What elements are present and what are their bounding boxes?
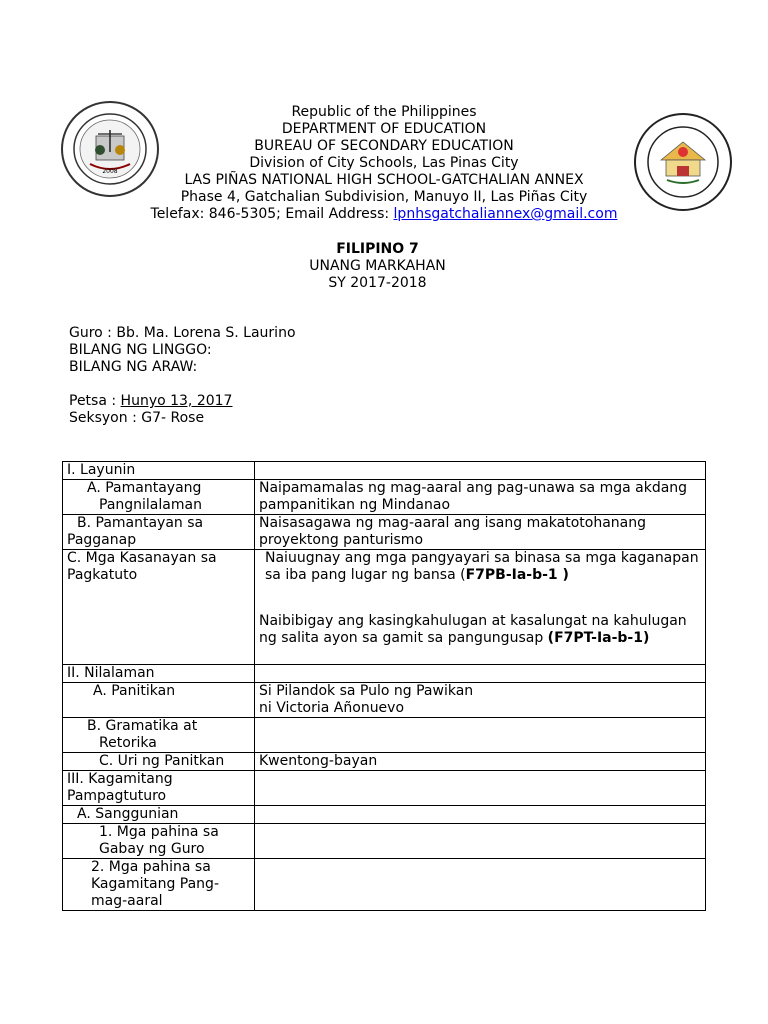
- table-row: [63, 771, 706, 806]
- nilalaman-label: II. Nilalaman: [63, 665, 255, 683]
- email-link[interactable]: lpnhsgatchaliannex@gmail.com: [393, 206, 618, 222]
- panitikan-author: ni Victoria Añonuevo: [259, 700, 405, 716]
- kagamitan-value: [255, 771, 706, 806]
- day-number-line: BILANG NG ARAW:: [69, 359, 198, 375]
- gramatika-label-line1: B. Gramatika at: [87, 718, 198, 734]
- table-row: [63, 683, 706, 718]
- layunin-label: I. Layunin: [63, 462, 255, 480]
- pamantayan-sa-pagganap-value: Naisasagawa ng mag-aaral ang isang makatotohanang proyektong panturismo: [255, 515, 706, 550]
- table-row: [63, 665, 706, 683]
- kasanayan-item-1-code: F7PB-Ia-b-1 ): [465, 567, 569, 583]
- kasanayan-item-2-code: (F7PT-Ia-b-1): [547, 630, 650, 646]
- date-line: [69, 393, 296, 410]
- document-header: [0, 104, 768, 223]
- date-label: Petsa :: [69, 393, 121, 409]
- table-row: [63, 515, 706, 550]
- a-label-line2: Pangnilalaman: [99, 497, 202, 513]
- kagamitan-pang-mag-aaral-label: 2. Mga pahina sa Kagamitang Pang-mag-aaral: [63, 859, 255, 911]
- gramatika-value: [255, 718, 706, 753]
- subject-year: SY 2017-2018: [328, 275, 427, 291]
- table-row: [63, 753, 706, 771]
- kasanayan-item-2-text: Naibibigay ang kasingkahulugan at kasalungat na kahulugan ng salita ayon sa gamit sa pangungusap: [259, 613, 687, 646]
- gramatika-label: [63, 718, 255, 753]
- a-label-line1: A. Pamantayang: [87, 480, 202, 496]
- kagamitan-label: [63, 771, 255, 806]
- sanggunian-value: [255, 806, 706, 824]
- header-telefax: Telefax: 846-5305; Email Address:: [150, 206, 394, 222]
- kagamitan-pang-mag-aaral-value: [255, 859, 706, 911]
- gabay-guro-label: 1. Mga pahina sa Gabay ng Guro: [63, 824, 255, 859]
- table-row: [63, 462, 706, 480]
- b-label-text: B. Pamantayan sa Pagganap: [67, 515, 204, 548]
- panitikan-title: Si Pilandok sa Pulo ng Pawikan: [259, 683, 474, 699]
- panitikan-label: A. Panitikan: [63, 683, 255, 718]
- table-row: [63, 718, 706, 753]
- week-number-line: BILANG NG LINGGO:: [69, 342, 212, 358]
- kagamitan-label-text: III. Kagamitang Pampagtuturo: [67, 771, 173, 804]
- section-line: Seksyon : G7- Rose: [69, 410, 205, 426]
- pamantayan-sa-pagganap-label: [63, 515, 255, 550]
- header-school: LAS PIÑAS NATIONAL HIGH SCHOOL-GATCHALIAN ANNEX: [184, 172, 584, 188]
- header-contact: [0, 206, 768, 223]
- kasanayan-label: C. Mga Kasanayan sa Pagkatuto: [63, 550, 255, 665]
- kasanayan-value: [255, 550, 706, 665]
- gabay-guro-value: [255, 824, 706, 859]
- header-division: Division of City Schools, Las Pinas City: [249, 155, 519, 171]
- kasanayan-item-1: [259, 550, 701, 584]
- table-row: [63, 550, 706, 665]
- table-row: [63, 824, 706, 859]
- nilalaman-value: [255, 665, 706, 683]
- teacher-line: Guro : Bb. Ma. Lorena S. Laurino: [69, 325, 296, 341]
- layunin-value: [255, 462, 706, 480]
- header-bureau: BUREAU OF SECONDARY EDUCATION: [254, 138, 514, 154]
- table-row: [63, 859, 706, 911]
- subject-title: FILIPINO 7: [336, 241, 419, 257]
- date-value: Hunyo 13, 2017: [120, 393, 233, 409]
- sanggunian-label: A. Sanggunian: [63, 806, 255, 824]
- pamantayang-pangnilalaman-value: Naipamamalas ng mag-aaral ang pag-unawa sa mga akdang pampanitikan ng Mindanao: [255, 480, 706, 515]
- panitikan-value: [255, 683, 706, 718]
- header-department: DEPARTMENT OF EDUCATION: [281, 121, 487, 137]
- subject-block: [0, 241, 755, 292]
- svg-text:2008: 2008: [102, 168, 118, 175]
- table-row: [63, 806, 706, 824]
- header-address: Phase 4, Gatchalian Subdivision, Manuyo II, Las Piñas City: [180, 189, 588, 205]
- gramatika-label-line2: Retorika: [99, 735, 157, 751]
- pamantayang-pangnilalaman-label: [63, 480, 255, 515]
- uri-value: Kwentong-bayan: [255, 753, 706, 771]
- lesson-meta: [69, 325, 296, 427]
- kasanayan-item-1-text: Naiuugnay ang mga pangyayari sa binasa sa mga kaganapan sa iba pang lugar ng bansa (: [265, 550, 699, 583]
- lesson-plan-table: [62, 461, 706, 911]
- subject-quarter: UNANG MARKAHAN: [309, 258, 446, 274]
- kasanayan-item-2: [259, 613, 701, 647]
- uri-label: C. Uri ng Panitkan: [63, 753, 255, 771]
- header-republic: Republic of the Philippines: [291, 104, 477, 120]
- table-row: [63, 480, 706, 515]
